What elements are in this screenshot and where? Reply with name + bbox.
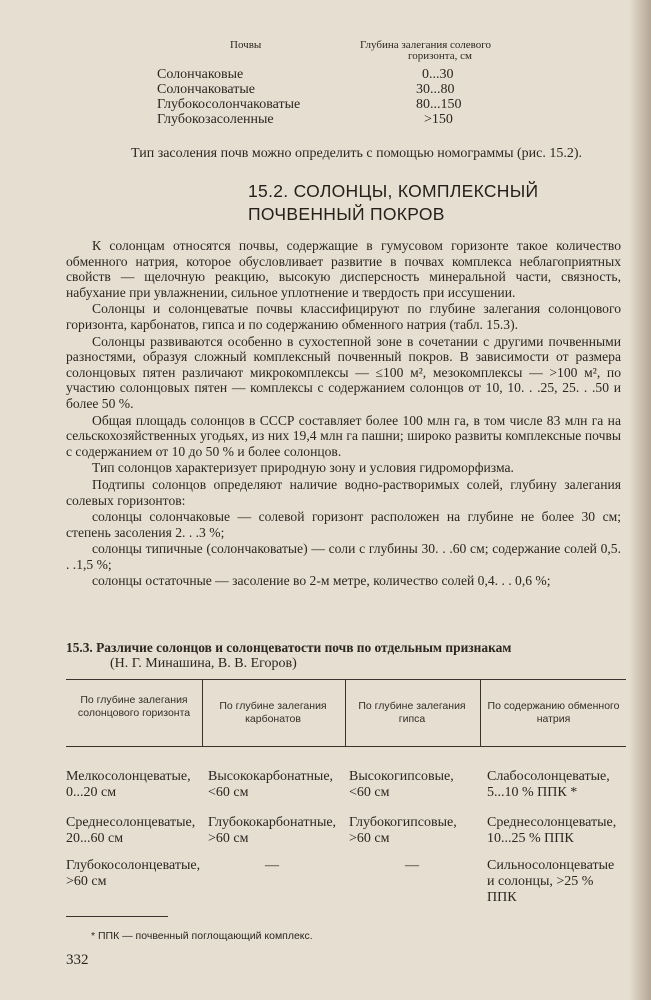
paragraph: Солонцы развиваются особенно в сухостепной зоне в сочетании с другими почвенными разностями, образуя сложный комплексный почвенный покров. В зависимости от размера солонцовых пятен различают микрокомплексы — ≤100 м², мезокомплексы — >100 м², по участию солонцовых пятен — комплексы с содержанием солонцов от 10, 10. . .25, 25. . .50 и более 50 %.: [66, 333, 621, 411]
table-empty-dash: —: [405, 858, 419, 873]
paragraph: Подтипы солонцов определяют наличие водно-растворимых солей, глубину залегания солевых горизонтов:: [66, 476, 621, 508]
table-header-cell: По глубине залегания гипса: [358, 700, 466, 725]
table-column-divider: [480, 679, 481, 746]
section-title-line2: ПОЧВЕННЫЙ ПОКРОВ: [248, 204, 445, 224]
paragraph: Солонцы и солонцеватые почвы классифицируют по глубине залегания солонцового горизонта, карбонатов, гипса и по содержанию обменного натрия (табл. 15.3).: [66, 301, 621, 332]
table-cell: Среднесолонцеватые, 20...60 см: [66, 815, 196, 846]
page-edge-shadow: [629, 0, 651, 1000]
table-authors: (Н. Г. Минашина, В. В. Егоров): [110, 656, 297, 671]
table-title: 15.3. Различие солонцов и солонцеватости почв по отдельным признакам: [66, 640, 512, 655]
table-empty-dash: —: [265, 858, 279, 873]
table-cell: Высококарбонатные, <60 см: [208, 769, 334, 800]
depth-table-soil: Глубокозасоленные: [157, 112, 274, 127]
table-cell: Среднесолонцеватые, 10...25 % ППК: [487, 815, 617, 846]
depth-table-depth: 80...150: [416, 97, 462, 112]
paragraph: солонцы типичные (солончаковатые) — соли с глубины 30. . .60 см; содержание солей 0,5. . .1,5 %;: [66, 541, 621, 572]
depth-table-col-depth-line2: горизонта, см: [408, 50, 472, 62]
depth-table-soil: Солончаковатые: [157, 82, 255, 97]
nomogram-note: Тип засоления почв можно определить с помощью номограммы (рис. 15.2).: [131, 146, 583, 161]
table-top-rule: [66, 679, 626, 680]
table-cell: Сильносолонцеватые и солонцы, >25 % ППК: [487, 858, 615, 905]
depth-table-depth: >150: [424, 112, 453, 127]
depth-table-col-soil: Почвы: [230, 39, 262, 51]
table-cell: Глубокогипсовые, >60 см: [349, 815, 457, 846]
paragraph: Тип солонцов характеризует природную зону и условия гидроморфизма.: [92, 460, 514, 476]
table-header-cell: По содержанию обменного натрия: [487, 700, 620, 725]
table-header-cell: По глубине залегания солонцового горизонта: [77, 694, 191, 719]
table-cell: Глубококарбонатные, >60 см: [208, 815, 337, 846]
table-header-cell: По глубине залегания карбонатов: [219, 700, 327, 725]
body-text: [66, 238, 621, 589]
depth-table-soil: Глубокосолончаковатые: [157, 97, 301, 112]
table-cell: Слабосолонцеватые, 5...10 % ППК *: [487, 769, 610, 800]
table-column-divider: [345, 679, 346, 746]
footnote-rule: [66, 916, 168, 917]
table-header-rule: [66, 746, 626, 747]
depth-table-soil: Солончаковые: [157, 67, 244, 82]
footnote: * ППК — почвенный поглощающий комплекс.: [91, 930, 313, 942]
table-cell: Высокогипсовые, <60 см: [349, 769, 454, 800]
table-cell: Мелкосолонцеватые, 0...20 см: [66, 769, 191, 800]
depth-table-depth: 30...80: [416, 82, 455, 97]
paragraph: солонцы солончаковые — солевой горизонт расположен на глубине не более 30 см; степень засоления 2. . .3 %;: [66, 509, 621, 540]
table-cell: Глубокосолонцеватые, >60 см: [66, 858, 201, 889]
paragraph: Общая площадь солонцов в СССР составляет более 100 млн га, в том числе 83 млн га на сельскохозяйственных угодьях, из них 19,4 млн га пашни; широко развиты комплексные почвы с содержанием от 10 до 50 % и более солонцов.: [66, 412, 621, 459]
section-title-line1: 15.2. СОЛОНЦЫ, КОМПЛЕКСНЫЙ: [248, 181, 539, 201]
paragraph: солонцы остаточные — засоление во 2-м метре, количество солей 0,4. . . 0,6 %;: [92, 573, 551, 589]
table-column-divider: [202, 679, 203, 746]
page-number: 332: [66, 952, 89, 968]
depth-table-depth: 0...30: [422, 67, 454, 82]
depth-table-col-depth-line1: Глубина залегания солевого: [360, 39, 492, 51]
paragraph: К солонцам относятся почвы, содержащие в гумусовом горизонте такое количество обменного натрия, которое обусловливает развитие в почвах комплекса неблагоприятных свойств — щелочную реакцию, высокую дисперсность минеральной части, связность, набухание при увлажнении, сильное уплотнение и твердость при иссушении.: [66, 238, 621, 300]
